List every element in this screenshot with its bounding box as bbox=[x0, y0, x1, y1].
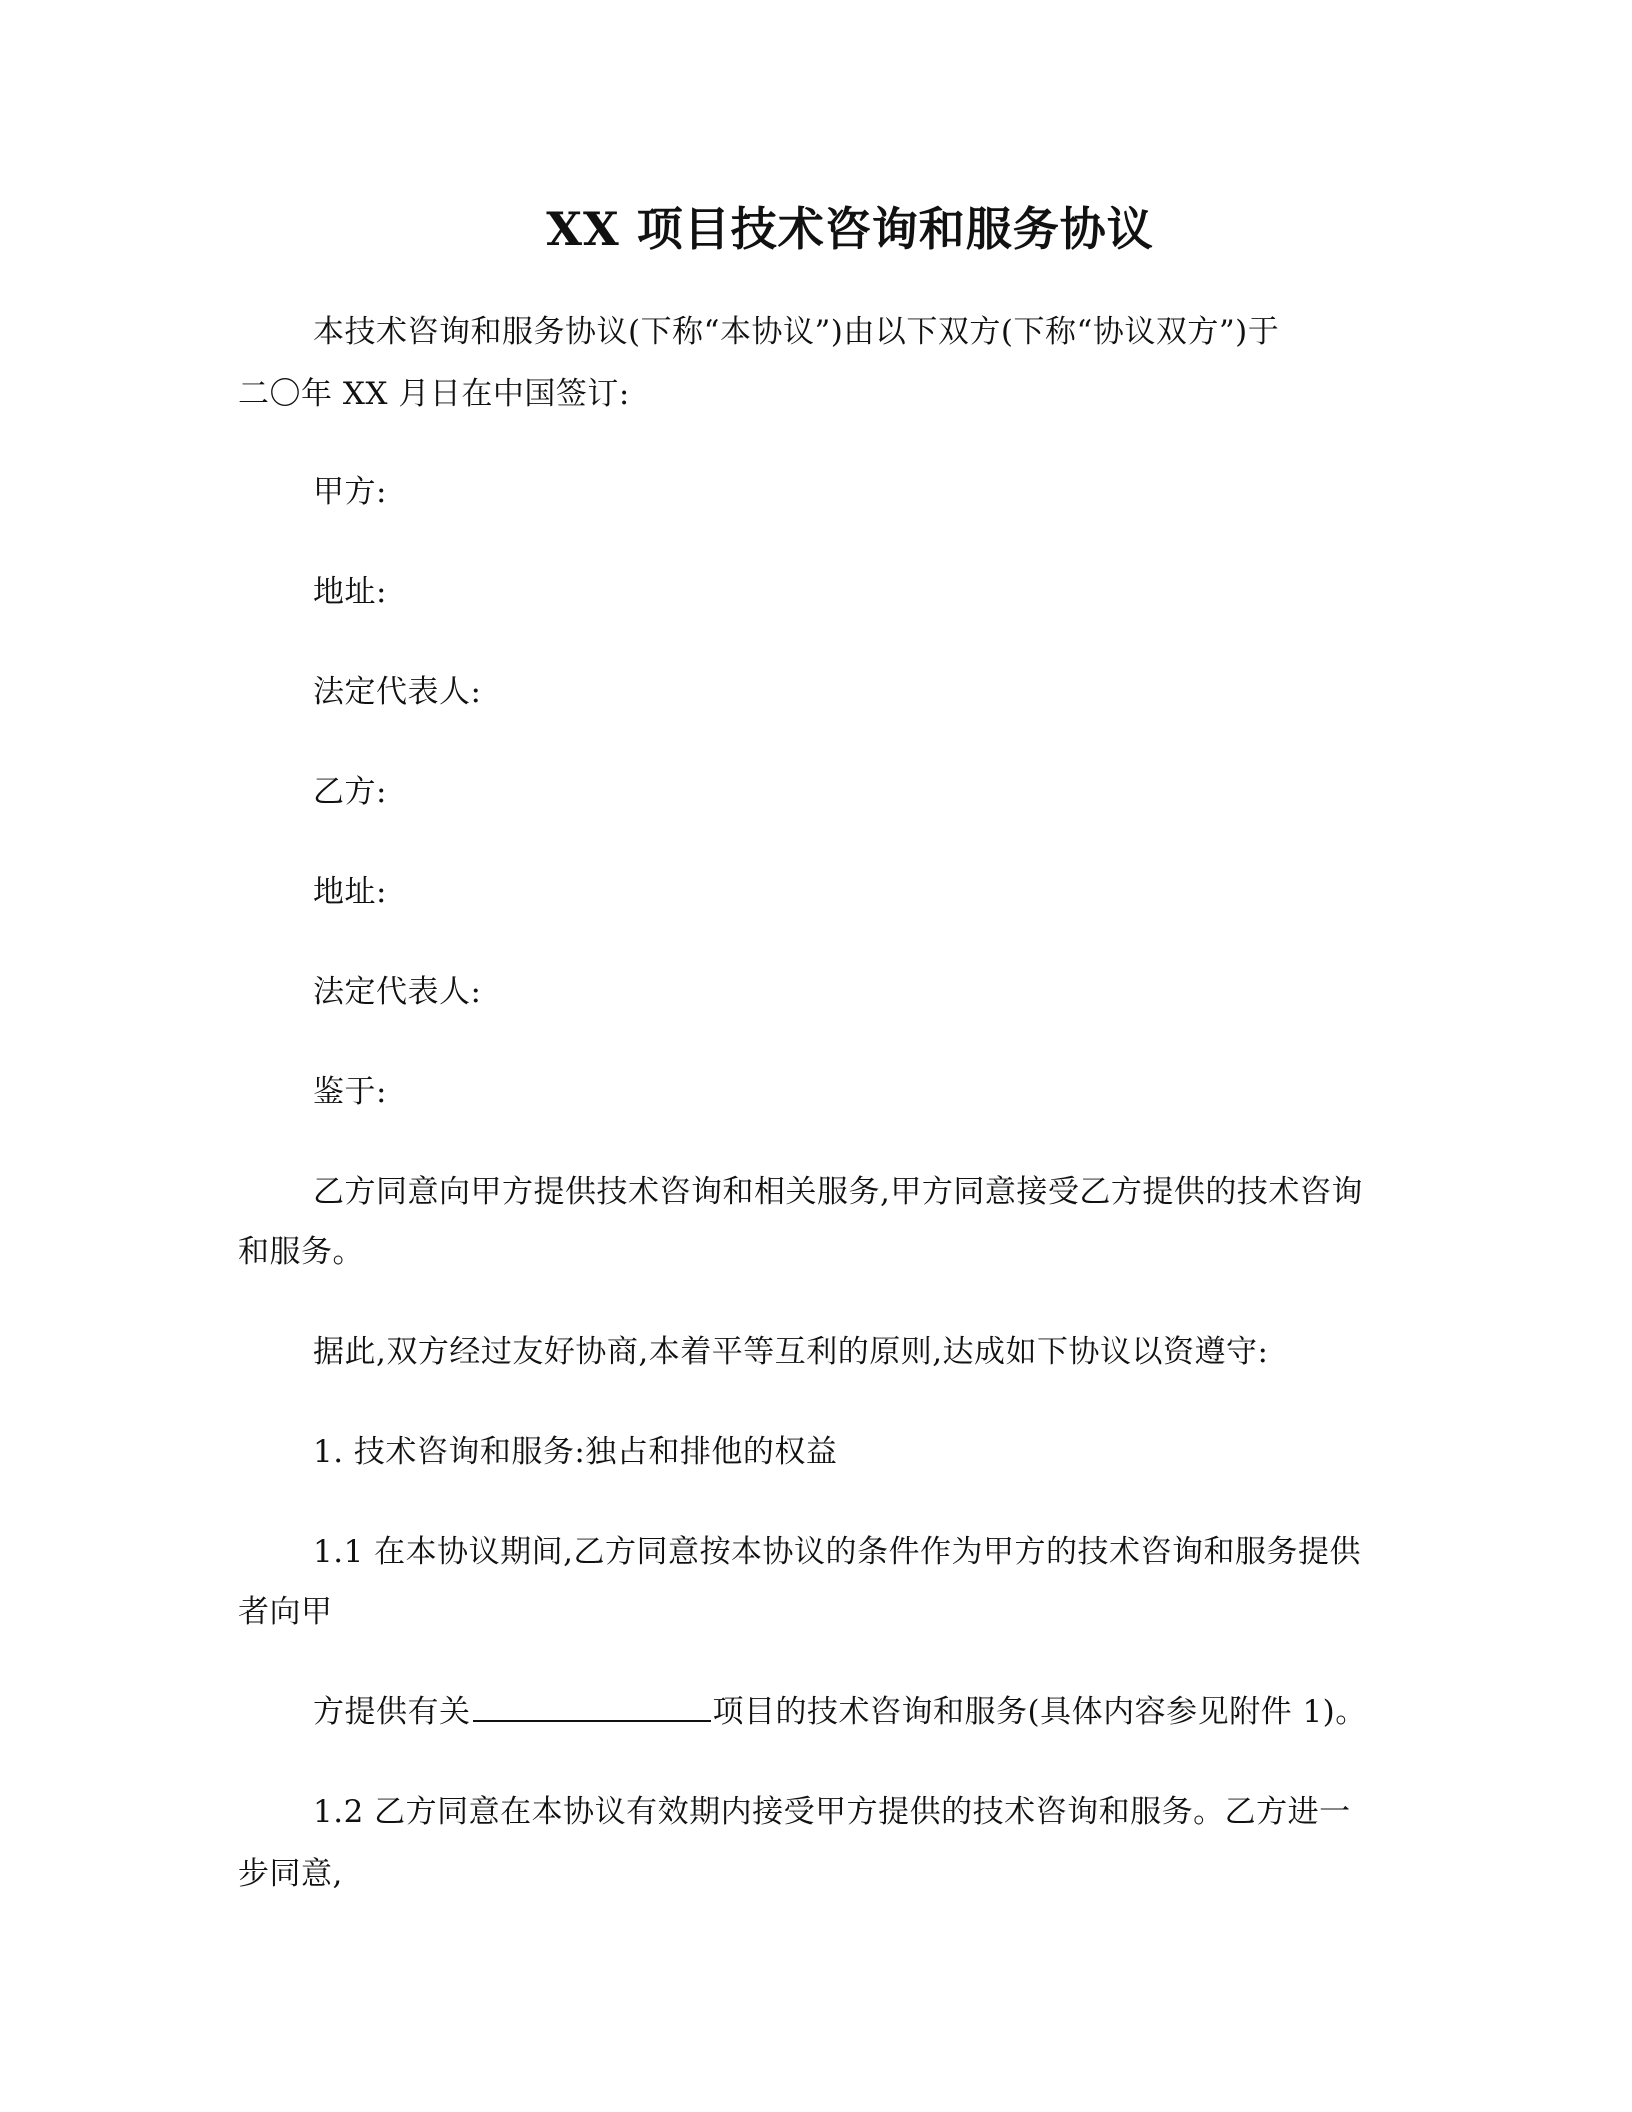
party-a-label: 甲方: bbox=[313, 474, 387, 510]
section-1-heading: 1. 技术咨询和服务:独占和排他的权益 bbox=[313, 1434, 838, 1470]
project-name-blank[interactable] bbox=[473, 1690, 711, 1722]
whereas-heading: 鉴于: bbox=[313, 1074, 387, 1110]
intro-line-1: 本技术咨询和服务协议(下称“本协议”)由以下双方(下称“协议双方”)于 bbox=[313, 314, 1280, 350]
intro-line-2: 二〇年 XX 月日在中国签订: bbox=[238, 376, 630, 412]
clause-1-1-line-2: 者向甲 bbox=[238, 1594, 333, 1630]
party-b-representative-label: 法定代表人: bbox=[313, 974, 482, 1010]
clause-1-2-line-2: 步同意, bbox=[238, 1856, 343, 1892]
whereas-line-1: 乙方同意向甲方提供技术咨询和相关服务,甲方同意接受乙方提供的技术咨询 bbox=[313, 1174, 1363, 1210]
document-title: XX 项目技术咨询和服务协议 bbox=[546, 202, 1154, 256]
agreement-statement: 据此,双方经过友好协商,本着平等互利的原则,达成如下协议以资遵守: bbox=[313, 1334, 1269, 1370]
clause-1-1-continuation-after: 项目的技术咨询和服务(具体内容参见附件 1)。 bbox=[712, 1694, 1367, 1730]
party-a-address-label: 地址: bbox=[313, 574, 387, 610]
clause-1-2-line-1: 1.2 乙方同意在本协议有效期内接受甲方提供的技术咨询和服务。乙方进一 bbox=[313, 1794, 1351, 1830]
clause-1-1-line-1: 1.1 在本协议期间,乙方同意按本协议的条件作为甲方的技术咨询和服务提供 bbox=[313, 1534, 1362, 1570]
party-a-representative-label: 法定代表人: bbox=[313, 674, 482, 710]
clause-1-1-continuation-before: 方提供有关 bbox=[313, 1694, 471, 1730]
party-b-label: 乙方: bbox=[313, 774, 387, 810]
party-b-address-label: 地址: bbox=[313, 874, 387, 910]
clause-1-1-continuation bbox=[313, 1690, 1367, 1732]
whereas-line-2: 和服务。 bbox=[238, 1234, 364, 1270]
